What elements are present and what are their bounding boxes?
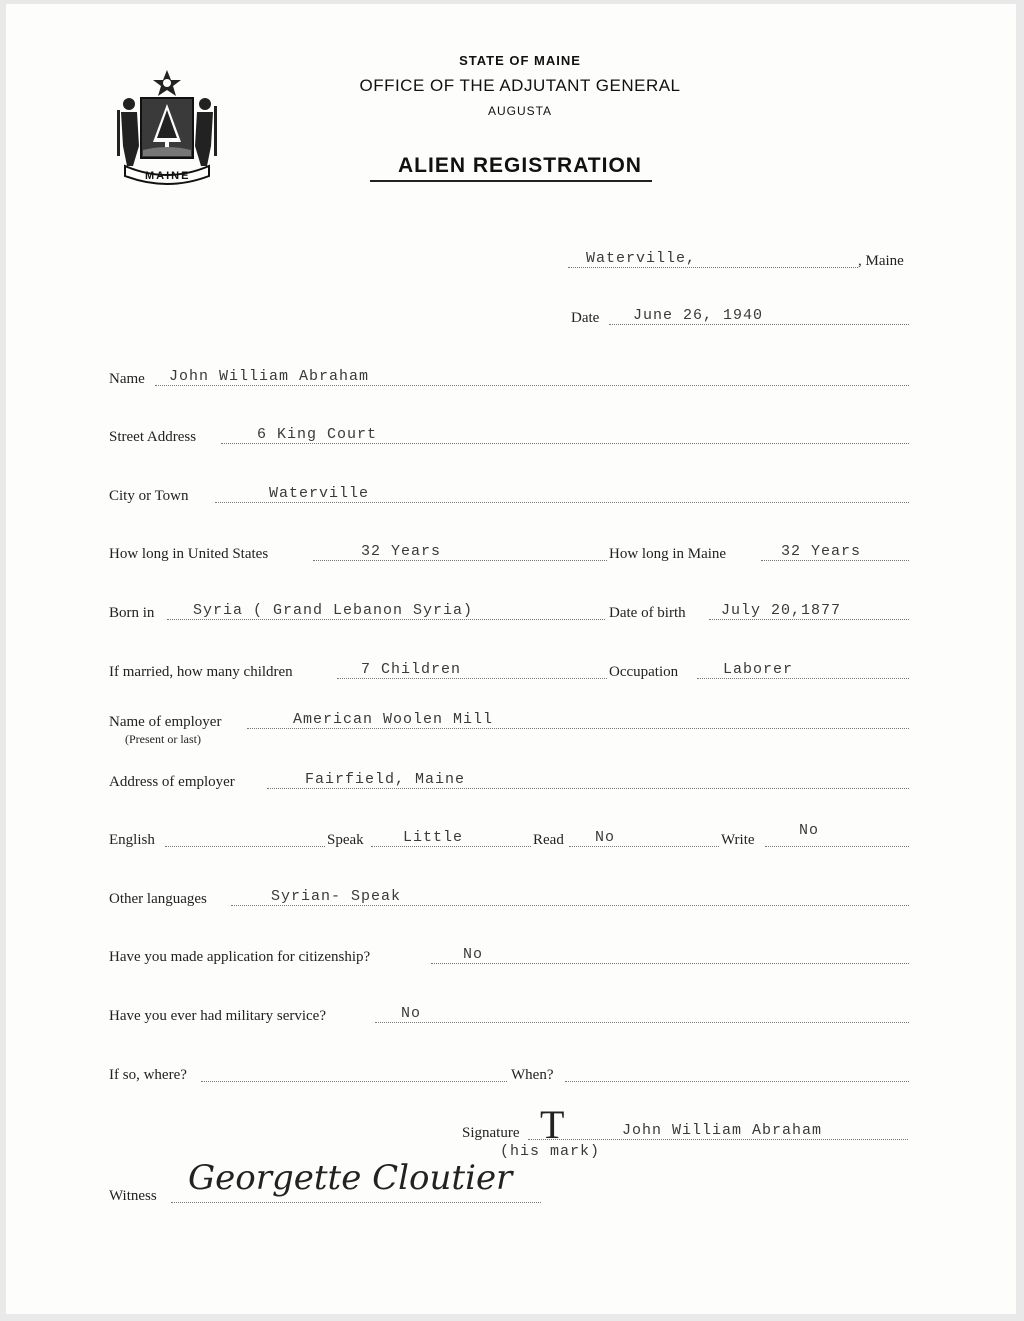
- when-label: When?: [511, 1067, 554, 1083]
- employer-address-value: Fairfield, Maine: [305, 771, 466, 788]
- signature-note: (his mark): [500, 1143, 601, 1160]
- header-city: AUGUSTA: [487, 104, 553, 118]
- header-office: OFFICE OF THE ADJUTANT GENERAL: [359, 76, 681, 95]
- born-in-value: Syria ( Grand Lebanon Syria): [193, 602, 474, 619]
- occupation-label: Occupation: [609, 664, 679, 680]
- witness-signature: Georgette Cloutier: [188, 1158, 513, 1198]
- speak-value: Little: [403, 829, 464, 846]
- state-label: , Maine: [858, 253, 904, 269]
- citizenship-line: [109, 945, 909, 971]
- citizenship-value: No: [463, 946, 484, 963]
- in-us-value: 32 Years: [361, 543, 442, 560]
- seal-banner-text: MAINE: [145, 170, 191, 182]
- town-value: Waterville,: [586, 250, 697, 267]
- dob-label: Date of birth: [609, 605, 686, 621]
- date-label: Date: [571, 310, 600, 326]
- read-value: No: [595, 829, 616, 846]
- in-maine-value: 32 Years: [781, 543, 862, 560]
- where-line: [109, 1063, 909, 1089]
- registration-form: [6, 4, 1016, 1314]
- military-label: Have you ever had military service?: [109, 1008, 326, 1024]
- children-value: 7 Children: [361, 661, 462, 678]
- english-label: English: [109, 832, 155, 848]
- witness-label: Witness: [109, 1188, 157, 1204]
- form-title: ALIEN REGISTRATION: [398, 154, 642, 177]
- street-label: Street Address: [109, 429, 197, 445]
- employer-label: Name of employer: [109, 714, 222, 730]
- city-line: [109, 484, 909, 510]
- residence-line: [109, 542, 909, 568]
- city-value: Waterville: [269, 485, 370, 502]
- name-value: John William Abraham: [169, 368, 370, 385]
- english-line: [109, 822, 909, 854]
- street-line: [109, 425, 909, 451]
- place-line: [566, 249, 916, 275]
- in-us-label: How long in United States: [109, 546, 269, 562]
- name-label: Name: [109, 371, 145, 387]
- write-value: No: [799, 822, 820, 839]
- title-underline: [370, 180, 652, 182]
- header-state: STATE OF MAINE: [459, 53, 581, 68]
- birth-line: [109, 601, 909, 627]
- city-label: City or Town: [109, 488, 189, 504]
- employer-address-line: [109, 770, 909, 796]
- name-line: [109, 367, 909, 393]
- military-line: [109, 1004, 909, 1030]
- signature-name: John William Abraham: [622, 1122, 823, 1139]
- dob-value: July 20,1877: [721, 602, 842, 619]
- employer-sublabel: (Present or last): [125, 732, 201, 746]
- citizenship-label: Have you made application for citizenship?: [109, 949, 371, 965]
- occupation-value: Laborer: [723, 661, 794, 678]
- military-value: No: [401, 1005, 422, 1022]
- other-languages-label: Other languages: [109, 891, 207, 907]
- born-in-label: Born in: [109, 605, 155, 621]
- date-value: June 26, 1940: [633, 307, 764, 324]
- in-maine-label: How long in Maine: [609, 546, 727, 562]
- street-value: 6 King Court: [257, 426, 378, 443]
- employer-address-label: Address of employer: [109, 774, 235, 790]
- employer-value: American Woolen Mill: [293, 711, 494, 728]
- speak-label: Speak: [327, 832, 364, 848]
- write-label: Write: [721, 832, 755, 848]
- date-line: [571, 306, 911, 332]
- signature-mark: T: [540, 1102, 565, 1147]
- signature-line: [462, 1102, 912, 1160]
- employer-line: [109, 710, 909, 746]
- other-languages-line: [109, 887, 909, 913]
- where-label: If so, where?: [109, 1067, 187, 1083]
- children-label: If married, how many children: [109, 664, 293, 680]
- family-line: [109, 660, 909, 686]
- read-label: Read: [533, 832, 564, 848]
- other-languages-value: Syrian- Speak: [271, 888, 402, 905]
- signature-label: Signature: [462, 1125, 520, 1141]
